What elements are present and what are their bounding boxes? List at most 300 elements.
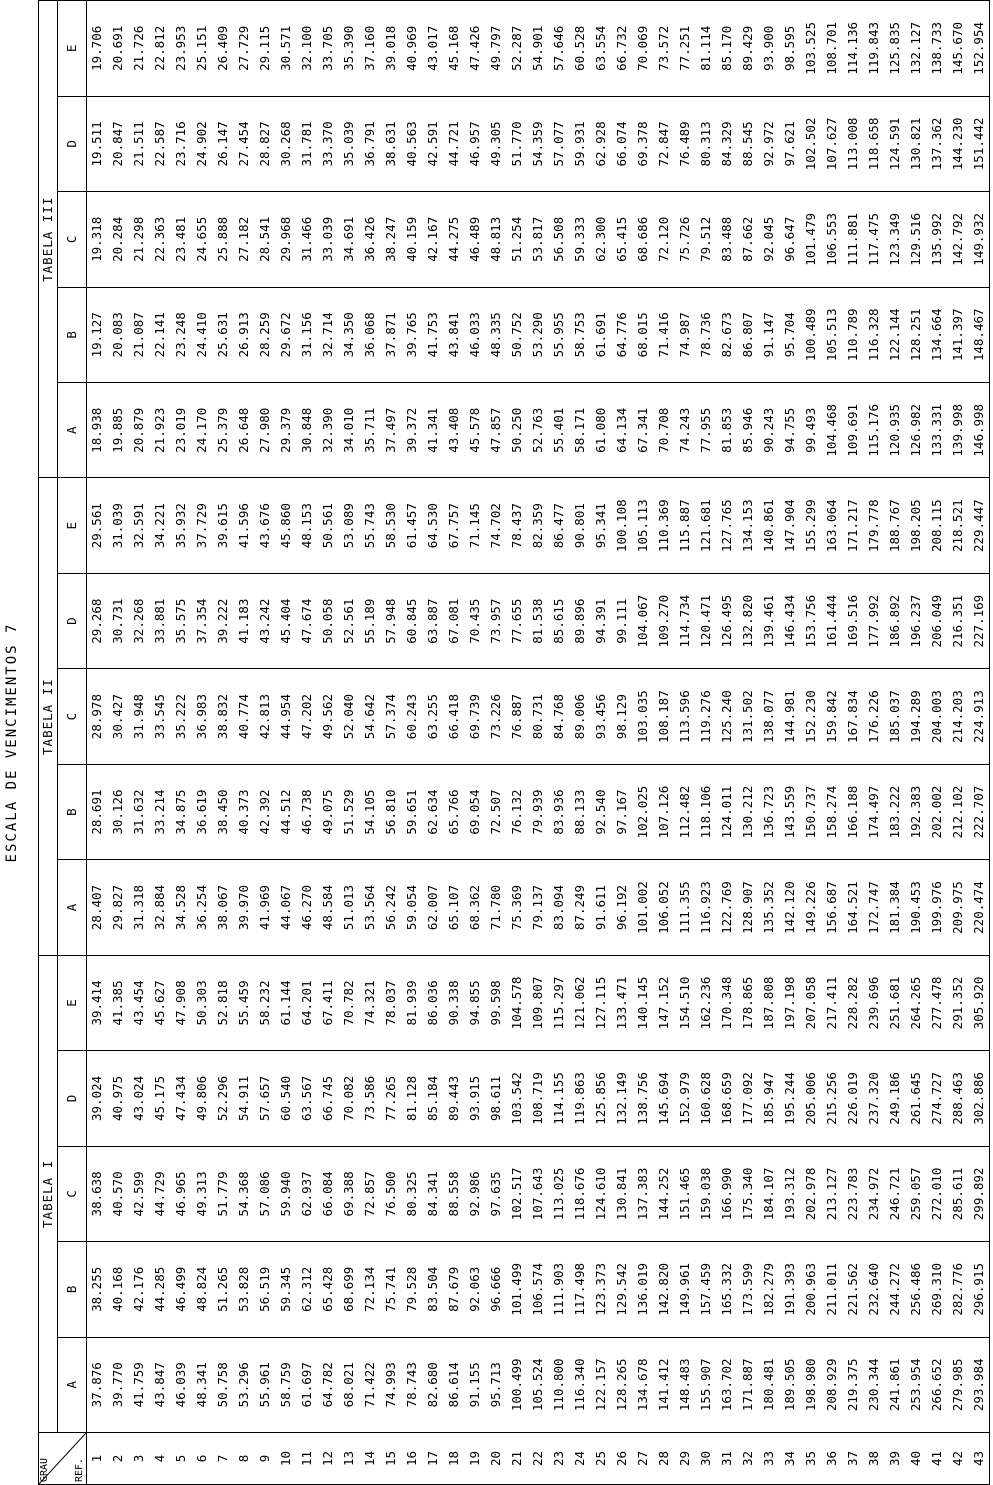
value-cell: 58.232 <box>255 955 276 1050</box>
value-cell: 88.133 <box>570 764 591 859</box>
value-cell: 75.741 <box>381 1242 402 1337</box>
value-cell: 115.297 <box>549 955 570 1050</box>
value-cell: 37.876 <box>87 1337 108 1432</box>
value-cell: 71.780 <box>486 860 507 955</box>
value-cell: 146.434 <box>780 573 801 668</box>
value-cell: 47.857 <box>486 383 507 478</box>
value-cell: 80.313 <box>696 96 717 191</box>
value-cell: 45.404 <box>276 573 297 668</box>
value-cell: 64.134 <box>612 383 633 478</box>
value-cell: 91.147 <box>759 287 780 382</box>
value-cell: 78.037 <box>381 955 402 1050</box>
value-cell: 66.745 <box>318 1051 339 1146</box>
value-cell: 155.907 <box>696 1337 717 1432</box>
ref-label: REF. <box>74 1457 85 1482</box>
value-cell: 269.310 <box>927 1242 948 1337</box>
value-cell: 125.835 <box>885 1 906 97</box>
value-cell: 122.157 <box>591 1337 612 1432</box>
value-cell: 215.256 <box>822 1051 843 1146</box>
table-row <box>276 1 297 1485</box>
value-cell: 166.990 <box>717 1146 738 1241</box>
value-cell: 22.363 <box>150 192 171 287</box>
value-cell: 64.782 <box>318 1337 339 1432</box>
value-cell: 118.106 <box>696 764 717 859</box>
value-cell: 59.651 <box>402 764 423 859</box>
value-cell: 224.913 <box>969 669 990 764</box>
value-cell: 81.114 <box>696 1 717 97</box>
table-row <box>801 1 822 1485</box>
table-row <box>255 1 276 1485</box>
value-cell: 28.691 <box>87 764 108 859</box>
value-cell: 144.981 <box>780 669 801 764</box>
value-cell: 58.759 <box>276 1337 297 1432</box>
value-cell: 94.755 <box>780 383 801 478</box>
value-cell: 173.599 <box>738 1242 759 1337</box>
value-cell: 239.696 <box>864 955 885 1050</box>
value-cell: 92.045 <box>759 192 780 287</box>
table-row <box>591 1 612 1485</box>
value-cell: 41.969 <box>255 860 276 955</box>
value-cell: 192.383 <box>906 764 927 859</box>
value-cell: 63.567 <box>297 1051 318 1146</box>
value-cell: 67.411 <box>318 955 339 1050</box>
value-cell: 185.947 <box>759 1051 780 1146</box>
value-cell: 159.038 <box>696 1146 717 1241</box>
value-cell: 21.726 <box>129 1 150 97</box>
value-cell: 86.036 <box>423 955 444 1050</box>
value-cell: 68.686 <box>633 192 654 287</box>
grade-header-c: C <box>58 192 87 287</box>
value-cell: 108.187 <box>654 669 675 764</box>
value-cell: 256.486 <box>906 1242 927 1337</box>
value-cell: 43.841 <box>444 287 465 382</box>
value-cell: 58.171 <box>570 383 591 478</box>
value-cell: 43.408 <box>444 383 465 478</box>
value-cell: 55.743 <box>360 478 381 573</box>
value-cell: 72.857 <box>360 1146 381 1241</box>
value-cell: 220.474 <box>969 860 990 955</box>
value-cell: 61.457 <box>402 478 423 573</box>
value-cell: 164.521 <box>843 860 864 955</box>
value-cell: 43.024 <box>129 1051 150 1146</box>
value-cell: 158.274 <box>822 764 843 859</box>
value-cell: 137.383 <box>633 1146 654 1241</box>
ref-cell: 11 <box>297 1433 318 1485</box>
value-cell: 149.932 <box>969 192 990 287</box>
ref-cell: 35 <box>801 1433 822 1485</box>
value-cell: 129.542 <box>612 1242 633 1337</box>
value-cell: 120.471 <box>696 573 717 668</box>
value-cell: 55.189 <box>360 573 381 668</box>
value-cell: 35.390 <box>339 1 360 97</box>
value-cell: 266.652 <box>927 1337 948 1432</box>
value-cell: 127.765 <box>717 478 738 573</box>
value-cell: 44.067 <box>276 860 297 955</box>
value-cell: 33.214 <box>150 764 171 859</box>
grade-header-b: B <box>58 287 87 382</box>
value-cell: 28.259 <box>255 287 276 382</box>
value-cell: 259.057 <box>906 1146 927 1241</box>
value-cell: 209.975 <box>948 860 969 955</box>
value-cell: 38.832 <box>213 669 234 764</box>
value-cell: 48.813 <box>486 192 507 287</box>
value-cell: 197.198 <box>780 955 801 1050</box>
value-cell: 70.069 <box>633 1 654 97</box>
value-cell: 131.502 <box>738 669 759 764</box>
value-cell: 67.341 <box>633 383 654 478</box>
value-cell: 109.691 <box>843 383 864 478</box>
value-cell: 19.318 <box>87 192 108 287</box>
value-cell: 88.558 <box>444 1146 465 1241</box>
value-cell: 25.379 <box>213 383 234 478</box>
value-cell: 65.766 <box>444 764 465 859</box>
value-cell: 162.236 <box>696 955 717 1050</box>
value-cell: 21.087 <box>129 287 150 382</box>
value-cell: 26.913 <box>234 287 255 382</box>
value-cell: 50.752 <box>507 287 528 382</box>
value-cell: 128.907 <box>738 860 759 955</box>
value-cell: 161.444 <box>822 573 843 668</box>
value-cell: 160.628 <box>696 1051 717 1146</box>
table-row <box>423 1 444 1485</box>
table-body <box>87 1 990 1485</box>
value-cell: 180.481 <box>759 1337 780 1432</box>
value-cell: 159.842 <box>822 669 843 764</box>
value-cell: 121.681 <box>696 478 717 573</box>
value-cell: 87.249 <box>570 860 591 955</box>
value-cell: 274.727 <box>927 1051 948 1146</box>
value-cell: 45.175 <box>150 1051 171 1146</box>
value-cell: 168.659 <box>717 1051 738 1146</box>
value-cell: 66.074 <box>612 96 633 191</box>
ref-cell: 26 <box>612 1433 633 1485</box>
value-cell: 155.299 <box>801 478 822 573</box>
value-cell: 202.978 <box>801 1146 822 1241</box>
value-cell: 99.111 <box>612 573 633 668</box>
value-cell: 171.217 <box>843 478 864 573</box>
value-cell: 32.390 <box>318 383 339 478</box>
value-cell: 51.013 <box>339 860 360 955</box>
ref-cell: 23 <box>549 1433 570 1485</box>
value-cell: 29.379 <box>276 383 297 478</box>
value-cell: 74.993 <box>381 1337 402 1432</box>
value-cell: 53.290 <box>528 287 549 382</box>
value-cell: 211.011 <box>822 1242 843 1337</box>
value-cell: 78.736 <box>696 287 717 382</box>
value-cell: 102.025 <box>633 764 654 859</box>
value-cell: 24.902 <box>192 96 213 191</box>
value-cell: 63.554 <box>591 1 612 97</box>
value-cell: 170.348 <box>717 955 738 1050</box>
value-cell: 97.167 <box>612 764 633 859</box>
value-cell: 104.578 <box>507 955 528 1050</box>
value-cell: 31.318 <box>129 860 150 955</box>
value-cell: 40.159 <box>402 192 423 287</box>
value-cell: 79.512 <box>696 192 717 287</box>
value-cell: 63.887 <box>423 573 444 668</box>
grade-header-c: C <box>58 1146 87 1241</box>
value-cell: 48.153 <box>297 478 318 573</box>
salary-scale-table <box>38 0 990 1485</box>
table-row <box>171 1 192 1485</box>
value-cell: 21.298 <box>129 192 150 287</box>
value-cell: 86.614 <box>444 1337 465 1432</box>
value-cell: 34.010 <box>339 383 360 478</box>
value-cell: 105.513 <box>822 287 843 382</box>
value-cell: 166.188 <box>843 764 864 859</box>
value-cell: 27.980 <box>255 383 276 478</box>
value-cell: 60.845 <box>402 573 423 668</box>
value-cell: 80.325 <box>402 1146 423 1241</box>
value-cell: 53.089 <box>339 478 360 573</box>
value-cell: 134.153 <box>738 478 759 573</box>
value-cell: 42.167 <box>423 192 444 287</box>
value-cell: 111.355 <box>675 860 696 955</box>
value-cell: 208.929 <box>822 1337 843 1432</box>
value-cell: 115.887 <box>675 478 696 573</box>
value-cell: 26.409 <box>213 1 234 97</box>
value-cell: 52.296 <box>213 1051 234 1146</box>
value-cell: 24.170 <box>192 383 213 478</box>
value-cell: 171.887 <box>738 1337 759 1432</box>
ref-cell: 15 <box>381 1433 402 1485</box>
table-row <box>696 1 717 1485</box>
value-cell: 119.276 <box>696 669 717 764</box>
value-cell: 96.666 <box>486 1242 507 1337</box>
value-cell: 101.499 <box>507 1242 528 1337</box>
value-cell: 98.611 <box>486 1051 507 1146</box>
value-cell: 20.284 <box>108 192 129 287</box>
ref-cell: 19 <box>465 1433 486 1485</box>
value-cell: 20.879 <box>129 383 150 478</box>
value-cell: 195.244 <box>780 1051 801 1146</box>
value-cell: 29.968 <box>276 192 297 287</box>
value-cell: 49.797 <box>486 1 507 97</box>
value-cell: 152.230 <box>801 669 822 764</box>
value-cell: 37.871 <box>381 287 402 382</box>
value-cell: 167.834 <box>843 669 864 764</box>
ref-cell: 32 <box>738 1433 759 1485</box>
value-cell: 47.202 <box>297 669 318 764</box>
value-cell: 59.054 <box>402 860 423 955</box>
value-cell: 84.341 <box>423 1146 444 1241</box>
value-cell: 117.498 <box>570 1242 591 1337</box>
value-cell: 54.911 <box>234 1051 255 1146</box>
value-cell: 153.756 <box>801 573 822 668</box>
value-cell: 46.489 <box>465 192 486 287</box>
value-cell: 54.359 <box>528 96 549 191</box>
value-cell: 102.502 <box>801 96 822 191</box>
value-cell: 37.497 <box>381 383 402 478</box>
grade-header-a: A <box>58 383 87 478</box>
value-cell: 60.540 <box>276 1051 297 1146</box>
value-cell: 95.713 <box>486 1337 507 1432</box>
table-row <box>360 1 381 1485</box>
value-cell: 52.818 <box>213 955 234 1050</box>
value-cell: 82.680 <box>423 1337 444 1432</box>
table-row <box>927 1 948 1485</box>
value-cell: 144.230 <box>948 96 969 191</box>
value-cell: 62.007 <box>423 860 444 955</box>
grade-header-row <box>58 1 87 1485</box>
value-cell: 89.443 <box>444 1051 465 1146</box>
value-cell: 185.037 <box>885 669 906 764</box>
grau-ref-corner-cell <box>39 1433 87 1485</box>
value-cell: 196.237 <box>906 573 927 668</box>
value-cell: 189.505 <box>780 1337 801 1432</box>
value-cell: 59.333 <box>570 192 591 287</box>
value-cell: 59.931 <box>570 96 591 191</box>
value-cell: 136.723 <box>759 764 780 859</box>
value-cell: 31.632 <box>129 764 150 859</box>
value-cell: 83.504 <box>423 1242 444 1337</box>
value-cell: 139.461 <box>759 573 780 668</box>
table-row <box>738 1 759 1485</box>
value-cell: 77.655 <box>507 573 528 668</box>
value-cell: 36.791 <box>360 96 381 191</box>
value-cell: 31.039 <box>108 478 129 573</box>
value-cell: 85.615 <box>549 573 570 668</box>
value-cell: 113.025 <box>549 1146 570 1241</box>
table-row <box>297 1 318 1485</box>
value-cell: 93.900 <box>759 1 780 97</box>
value-cell: 43.242 <box>255 573 276 668</box>
value-cell: 188.767 <box>885 478 906 573</box>
value-cell: 27.729 <box>234 1 255 97</box>
value-cell: 138.756 <box>633 1051 654 1146</box>
value-cell: 232.640 <box>864 1242 885 1337</box>
value-cell: 218.521 <box>948 478 969 573</box>
value-cell: 142.820 <box>654 1242 675 1337</box>
value-cell: 19.511 <box>87 96 108 191</box>
value-cell: 57.077 <box>549 96 570 191</box>
value-cell: 69.054 <box>465 764 486 859</box>
value-cell: 92.972 <box>759 96 780 191</box>
value-cell: 75.726 <box>675 192 696 287</box>
value-cell: 83.488 <box>717 192 738 287</box>
value-cell: 163.702 <box>717 1337 738 1432</box>
value-cell: 116.923 <box>696 860 717 955</box>
value-cell: 181.384 <box>885 860 906 955</box>
value-cell: 36.983 <box>192 669 213 764</box>
value-cell: 106.052 <box>654 860 675 955</box>
value-cell: 56.519 <box>255 1242 276 1337</box>
value-cell: 208.115 <box>927 478 948 573</box>
value-cell: 29.561 <box>87 478 108 573</box>
table-row <box>465 1 486 1485</box>
value-cell: 107.627 <box>822 96 843 191</box>
value-cell: 122.144 <box>885 287 906 382</box>
value-cell: 38.067 <box>213 860 234 955</box>
value-cell: 190.453 <box>906 860 927 955</box>
value-cell: 230.344 <box>864 1337 885 1432</box>
value-cell: 77.251 <box>675 1 696 97</box>
value-cell: 42.591 <box>423 96 444 191</box>
value-cell: 57.646 <box>549 1 570 97</box>
value-cell: 96.192 <box>612 860 633 955</box>
value-cell: 193.312 <box>780 1146 801 1241</box>
value-cell: 42.392 <box>255 764 276 859</box>
value-cell: 29.268 <box>87 573 108 668</box>
value-cell: 241.861 <box>885 1337 906 1432</box>
value-cell: 204.003 <box>927 669 948 764</box>
value-cell: 38.450 <box>213 764 234 859</box>
value-cell: 103.525 <box>801 1 822 97</box>
value-cell: 187.808 <box>759 955 780 1050</box>
value-cell: 64.201 <box>297 955 318 1050</box>
value-cell: 198.980 <box>801 1337 822 1432</box>
page-title: ESCALA DE VENCIMENTOS 7 <box>4 622 20 863</box>
table-row <box>759 1 780 1485</box>
value-cell: 111.903 <box>549 1242 570 1337</box>
value-cell: 60.243 <box>402 669 423 764</box>
value-cell: 103.542 <box>507 1051 528 1146</box>
value-cell: 51.770 <box>507 96 528 191</box>
value-cell: 107.643 <box>528 1146 549 1241</box>
value-cell: 28.541 <box>255 192 276 287</box>
value-cell: 33.039 <box>318 192 339 287</box>
value-cell: 136.019 <box>633 1242 654 1337</box>
value-cell: 52.287 <box>507 1 528 97</box>
value-cell: 39.372 <box>402 383 423 478</box>
ref-cell: 27 <box>633 1433 654 1485</box>
value-cell: 46.039 <box>171 1337 192 1432</box>
value-cell: 64.776 <box>612 287 633 382</box>
value-cell: 22.812 <box>150 1 171 97</box>
value-cell: 82.673 <box>717 287 738 382</box>
value-cell: 97.635 <box>486 1146 507 1241</box>
value-cell: 18.938 <box>87 383 108 478</box>
value-cell: 143.559 <box>780 764 801 859</box>
value-cell: 24.410 <box>192 287 213 382</box>
value-cell: 115.176 <box>864 383 885 478</box>
ref-cell: 39 <box>885 1433 906 1485</box>
value-cell: 64.530 <box>423 478 444 573</box>
table-row <box>129 1 150 1485</box>
ref-cell: 30 <box>696 1433 717 1485</box>
value-cell: 124.610 <box>591 1146 612 1241</box>
value-cell: 46.957 <box>465 96 486 191</box>
ref-cell: 5 <box>171 1433 192 1485</box>
value-cell: 81.939 <box>402 955 423 1050</box>
value-cell: 70.082 <box>339 1051 360 1146</box>
value-cell: 154.510 <box>675 955 696 1050</box>
grade-header-d: D <box>58 96 87 191</box>
value-cell: 98.129 <box>612 669 633 764</box>
value-cell: 40.168 <box>108 1242 129 1337</box>
value-cell: 25.151 <box>192 1 213 97</box>
ref-cell: 24 <box>570 1433 591 1485</box>
value-cell: 53.828 <box>234 1242 255 1337</box>
value-cell: 299.892 <box>969 1146 990 1241</box>
ref-cell: 37 <box>843 1433 864 1485</box>
value-cell: 69.388 <box>339 1146 360 1241</box>
value-cell: 73.586 <box>360 1051 381 1146</box>
value-cell: 110.800 <box>549 1337 570 1432</box>
value-cell: 53.817 <box>528 192 549 287</box>
value-cell: 20.691 <box>108 1 129 97</box>
table-row <box>108 1 129 1485</box>
table-row <box>612 1 633 1485</box>
table-row <box>213 1 234 1485</box>
value-cell: 32.591 <box>129 478 150 573</box>
value-cell: 221.562 <box>843 1242 864 1337</box>
value-cell: 92.986 <box>465 1146 486 1241</box>
value-cell: 45.168 <box>444 1 465 97</box>
value-cell: 86.807 <box>738 287 759 382</box>
value-cell: 41.183 <box>234 573 255 668</box>
table-row <box>381 1 402 1485</box>
